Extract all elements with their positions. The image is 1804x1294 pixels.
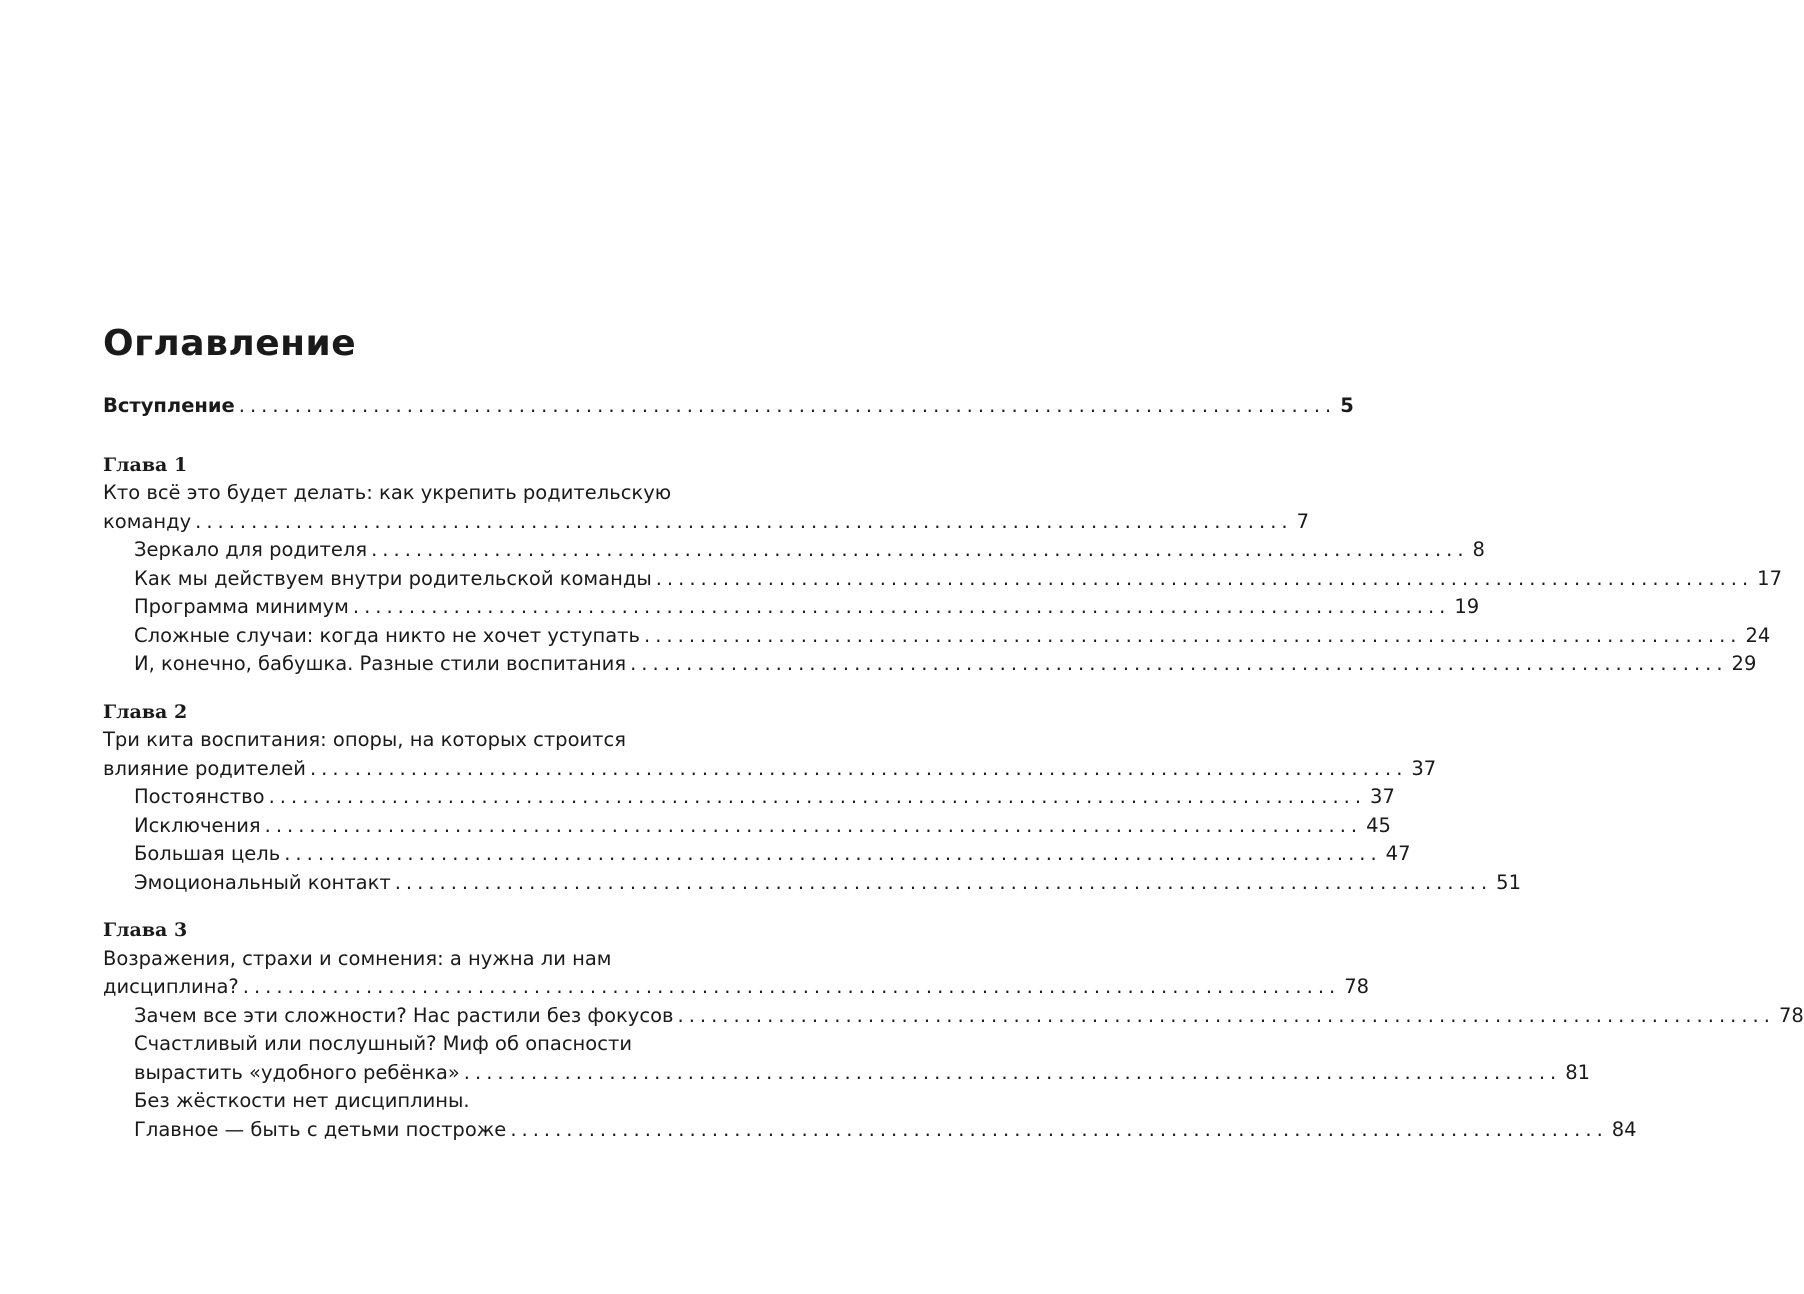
toc-entry-label: Зеркало для родителя (134, 538, 368, 561)
toc-leader-dots: .................................................................................................. (510, 1117, 1608, 1141)
toc-entry-label: Постоянство (134, 785, 265, 808)
toc-entry-section[interactable] (103, 650, 1757, 679)
toc-page-number: 24 (1745, 623, 1771, 647)
chapter-title-line[interactable]: Кто всё это будет делать: как укрепить родительскую (103, 481, 672, 504)
toc-entry-section[interactable] (103, 536, 1485, 565)
toc-entry-label: Зачем все эти сложности? Нас растили без фокусов (134, 1003, 674, 1027)
toc-entry-label: Главное — быть с детьми построже (134, 1117, 507, 1141)
toc-page-number: 29 (1731, 652, 1757, 675)
toc-leader-dots: .................................................................................................. (644, 623, 1742, 647)
toc-entry-section-line[interactable]: Счастливый или послушный? Миф об опасности (134, 1032, 632, 1055)
toc-entry-section[interactable] (103, 812, 1391, 841)
toc-entry-label: Эмоциональный контакт (134, 870, 391, 894)
toc-entry-section[interactable] (103, 1002, 1804, 1031)
toc-page-number: 5 (1340, 394, 1354, 417)
chapter-title-line[interactable]: Возражения, страхи и сомнения: а нужна ли нам (103, 946, 612, 970)
toc-page-number: 81 (1565, 1060, 1591, 1084)
toc-page-number: 84 (1611, 1117, 1637, 1141)
toc-leader-dots: .................................................................................................. (677, 1003, 1775, 1027)
toc-leader-dots: .................................................................................................. (309, 756, 1408, 780)
toc-leader-dots: .................................................................................................. (195, 509, 1293, 533)
toc-entry-section[interactable] (103, 622, 1771, 651)
toc-page-number: 7 (1296, 509, 1310, 533)
toc-leader-dots: .................................................................................................. (463, 1060, 1562, 1084)
toc-page-number: 45 (1366, 813, 1391, 837)
toc-leader-dots: .................................................................................................. (394, 870, 1493, 894)
toc-entry-chapter[interactable] (103, 755, 1437, 784)
toc-leader-dots: .................................................................................................. (655, 566, 1754, 590)
toc-leader-dots: .................................................................................................. (352, 595, 1451, 618)
toc-entry-section[interactable] (103, 783, 1395, 812)
toc-entry-label: И, конечно, бабушка. Разные стили воспитания (134, 652, 627, 675)
page-title: Оглавление (103, 323, 357, 364)
toc-entry-section[interactable] (103, 593, 1480, 622)
toc-entry-intro[interactable] (103, 392, 1354, 421)
toc-page-number: 37 (1411, 756, 1437, 780)
toc-page-number: 19 (1454, 595, 1480, 618)
toc-entry-chapter[interactable] (103, 508, 1310, 537)
toc-leader-dots: .................................................................................................. (268, 785, 1367, 808)
toc-leader-dots: .................................................................................................. (371, 538, 1469, 561)
toc-entry-label: Большая цель (134, 842, 281, 865)
toc-page-number: 17 (1757, 566, 1782, 590)
toc-entry-section[interactable] (103, 869, 1521, 898)
toc-entry-section[interactable] (103, 1059, 1591, 1088)
chapter-label: Глава 2 (103, 700, 188, 723)
toc-entry-chapter[interactable] (103, 973, 1370, 1002)
toc-leader-dots: .................................................................................................. (242, 975, 1341, 998)
toc-entry-label: Исключения (134, 813, 261, 837)
toc-page-number: 8 (1472, 538, 1485, 561)
table-of-contents (103, 320, 1804, 1144)
toc-entry-label: Сложные случаи: когда никто не хочет уступать (134, 623, 641, 647)
toc-page-number: 47 (1385, 842, 1411, 865)
toc-entry-section[interactable] (103, 565, 1782, 594)
toc-entry-label: вырастить «удобного ребёнка» (134, 1060, 460, 1084)
toc-entry-section-line[interactable]: Без жёсткости нет дисциплины. (134, 1089, 470, 1112)
chapter-title-line: команду (103, 509, 192, 533)
toc-leader-dots: .................................................................................................. (630, 652, 1728, 675)
chapter-title-line: влияние родителей (103, 756, 306, 780)
chapter-title-line: дисциплина? (103, 975, 239, 998)
toc-leader-dots: .................................................................................................. (264, 813, 1363, 837)
toc-entry-label: Как мы действуем внутри родительской команды (134, 566, 652, 590)
toc-entry-section[interactable] (103, 840, 1411, 869)
toc-leader-dots: .................................................................................................. (284, 842, 1382, 865)
toc-entry-label: Вступление (103, 394, 235, 417)
chapter-title-line[interactable]: Три кита воспитания: опоры, на которых строится (103, 728, 626, 751)
toc-page-number: 51 (1496, 870, 1521, 894)
toc-leader-dots: .................................................................................................. (238, 394, 1337, 417)
toc-page-number: 37 (1370, 785, 1395, 808)
chapter-label: Глава 3 (103, 919, 188, 941)
toc-page-number: 78 (1344, 975, 1370, 998)
chapter-label: Глава 1 (103, 453, 188, 476)
toc-entry-label: Программа минимум (134, 595, 349, 618)
toc-page-number: 78 (1778, 1003, 1804, 1027)
toc-entry-section[interactable] (103, 1116, 1637, 1145)
